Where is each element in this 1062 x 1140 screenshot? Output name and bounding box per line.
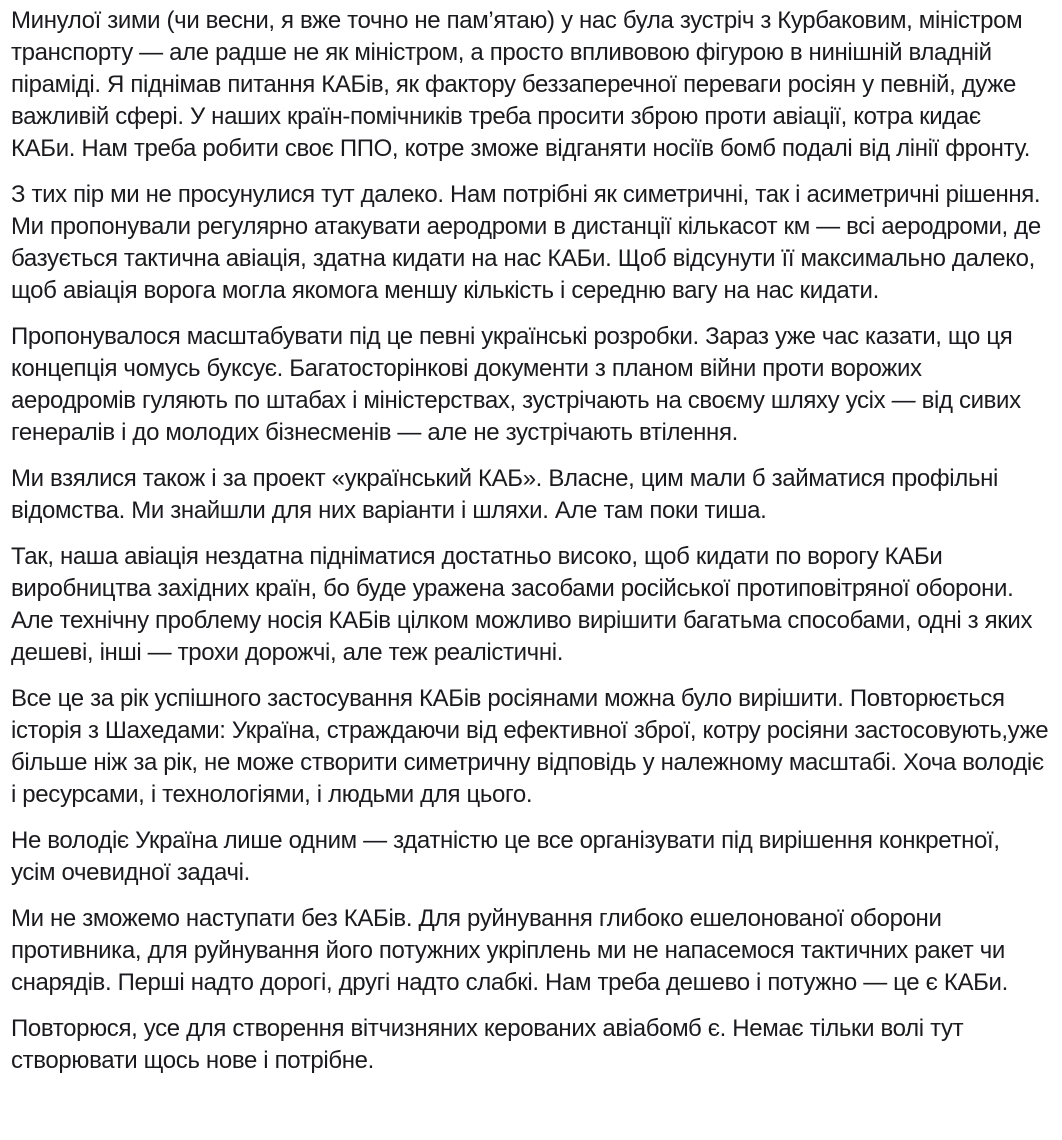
paragraph: З тих пір ми не просунулися тут далеко. Нам потрібні як симетричні, так і асиметричні рішення. Ми пропонували регулярно атакувати аеродроми в дистанції кількасот км — всі аеродроми, де базується тактична авіація, здатна кидати на нас КАБи. Щоб відсунути її максимально далеко, щоб авіація ворога могла якомога меншу кількість і середню вагу на нас кидати.: [11, 181, 1041, 304]
paragraph: Все це за рік успішного застосування КАБів росіянами можна було вирішити. Повторюється історія з Шахедами: Україна, страждаючи від ефективної зброї, котру росіяни застосовують,уже більше ніж за рік, не може створити симетричну відповідь у належному масштабі. Хоча володіє і ресурсами, і технологіями, і людьми для цього.: [11, 685, 1049, 808]
paragraph: Повторюся, усе для створення вітчизняних керованих авіабомб є. Немає тільки волі тут створювати щось нове і потрібне.: [11, 1015, 964, 1074]
paragraph: Так, наша авіація нездатна підніматися достатньо високо, щоб кидати по ворогу КАБи виробництва західних країн, бо буде уражена засобами російської протиповітряної оборони. Але технічну проблему носія КАБів цілком можливо вирішити багатьма способами, одні з яких дешеві, інші — трохи дорожчі, але теж реалістичні.: [11, 543, 1033, 666]
paragraph: Пропонувалося масштабувати під це певні українські розробки. Зараз уже час казати, що ця концепція чомусь буксує. Багатосторінкові документи з планом війни проти ворожих аеродромів гуляють по штабах і міністерствах, зустрічають на своєму шляху усіх — від сивих генералів і до молодих бізнесменів — але не зустрічають втілення.: [11, 323, 1021, 446]
paragraph: Минулої зими (чи весни, я вже точно не пам’ятаю) у нас була зустріч з Курбаковим, міністром транспорту — але радше не як міністром, а просто впливовою фігурою в нинішній владній піраміді. Я піднімав питання КАБів, як фактору беззаперечної переваги росіян у певній, дуже важливій сфері. У наших країн-помічників треба просити зброю проти авіації, котра кидає КАБи. Нам треба робити своє ППО, котре зможе відганяти носіїв бомб подалі від лінії фронту.: [11, 7, 1031, 162]
paragraph: Ми не зможемо наступати без КАБів. Для руйнування глибоко ешелонованої оборони противника, для руйнування його потужних укріплень ми не напасемося тактичних ракет чи снарядів. Перші надто дорогі, другі надто слабкі. Нам треба дешево і потужно — це є КАБи.: [11, 905, 1008, 996]
paragraph: Не володіє Україна лише одним — здатністю це все організувати під вирішення конкретної, усім очевидної задачі.: [11, 827, 1000, 886]
paragraph: Ми взялися також і за проект «український КАБ». Власне, цим мали б займатися профільні відомства. Ми знайшли для них варіанти і шляхи. Але там поки тиша.: [11, 465, 998, 524]
